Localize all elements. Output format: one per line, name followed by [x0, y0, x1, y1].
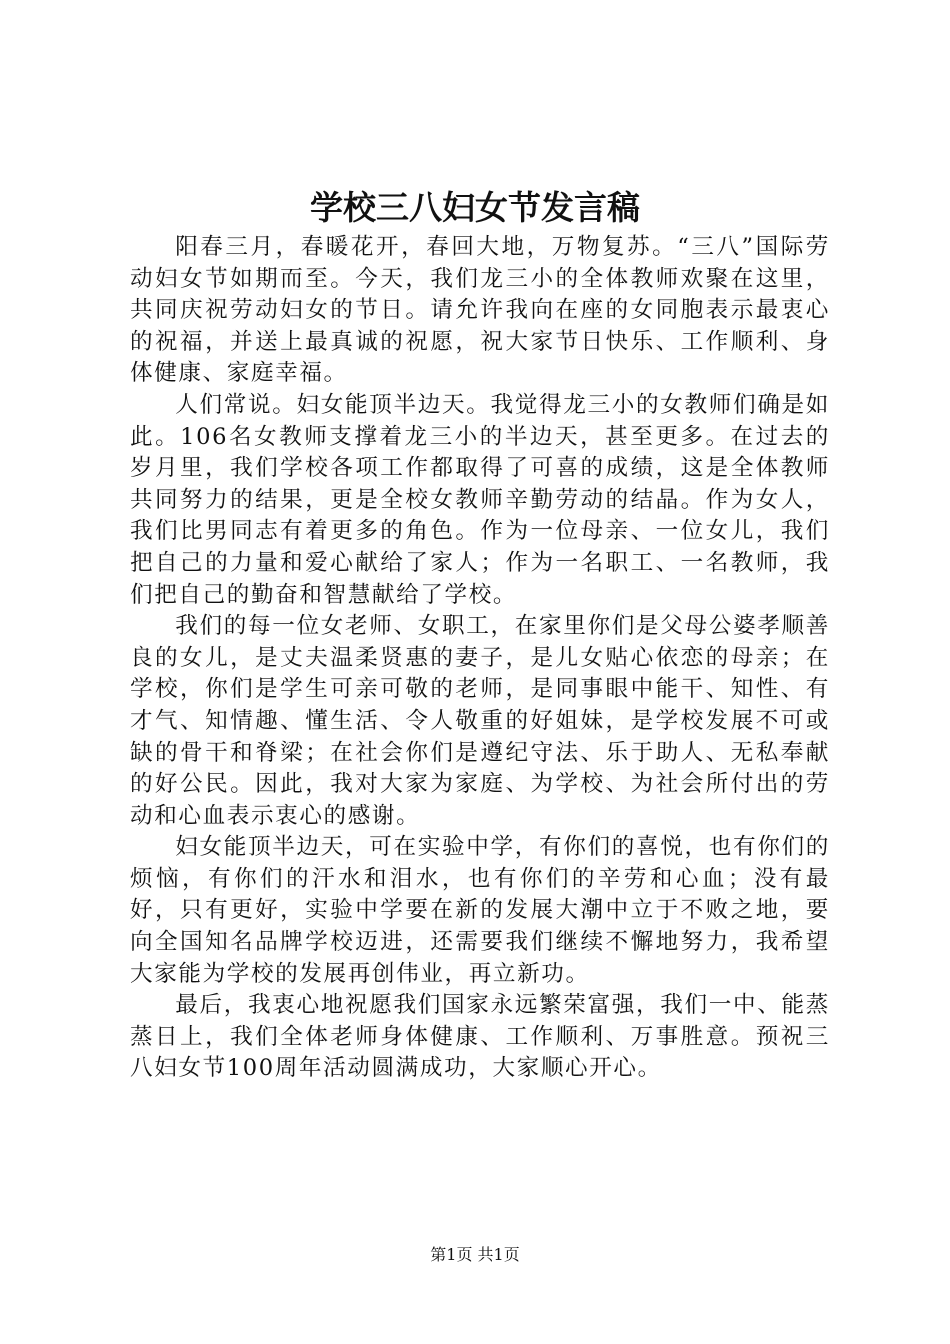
paragraph-4: 妇女能顶半边天，可在实验中学，有你们的喜悦，也有你们的烦恼，有你们的汗水和泪水，也有你们的辛劳和心血；没有最好，只有更好，实验中学要在新的发展大潮中立于不败之地，要向全国知名品牌学校迈进，还需要我们继续不懈地努力，我希望大家能为学校的发展再创伟业，再立新功。: [130, 834, 830, 987]
paragraph-5: 最后，我衷心地祝愿我们国家永远繁荣富强，我们一中、能蒸蒸日上，我们全体老师身体健康、工作顺利、万事胜意。预祝三八妇女节100周年活动圆满成功，大家顺心开心。: [130, 992, 830, 1082]
paragraph-1: 阳春三月，春暖花开，春回大地，万物复苏。“三八”国际劳动妇女节如期而至。今天，我们龙三小的全体教师欢聚在这里，共同庆祝劳动妇女的节日。请允许我向在座的女同胞表示最衷心的祝福，并送上最真诚的祝愿，祝大家节日快乐、工作顺利、身体健康、家庭幸福。: [130, 234, 830, 387]
document-body: [130, 232, 830, 1085]
page-footer: 第1页 共1页: [430, 1245, 520, 1264]
paragraph-3: 我们的每一位女老师、女职工，在家里你们是父母公婆孝顺善良的女儿，是丈夫温柔贤惠的妻子，是儿女贴心依恋的母亲；在学校，你们是学生可亲可敬的老师，是同事眼中能干、知性、有才气、知情趣、懂生活、令人敬重的好姐妹，是学校发展不可或缺的骨干和脊梁；在社会你们是遵纪守法、乐于助人、无私奉献的好公民。因此，我对大家为家庭、为学校、为社会所付出的劳动和心血表示衷心的感谢。: [130, 613, 830, 829]
paragraph-2: 人们常说。妇女能顶半边天。我觉得龙三小的女教师们确是如此。106名女教师支撑着龙三小的半边天，甚至更多。在过去的岁月里，我们学校各项工作都取得了可喜的成绩，这是全体教师共同努力的结果，更是全校女教师辛勤劳动的结晶。作为女人，我们比男同志有着更多的角色。作为一位母亲、一位女儿，我们把自己的力量和爱心献给了家人；作为一名职工、一名教师，我们把自己的勤奋和智慧献给了学校。: [130, 391, 830, 608]
document-title: 学校三八妇女节发言稿: [310, 188, 640, 227]
